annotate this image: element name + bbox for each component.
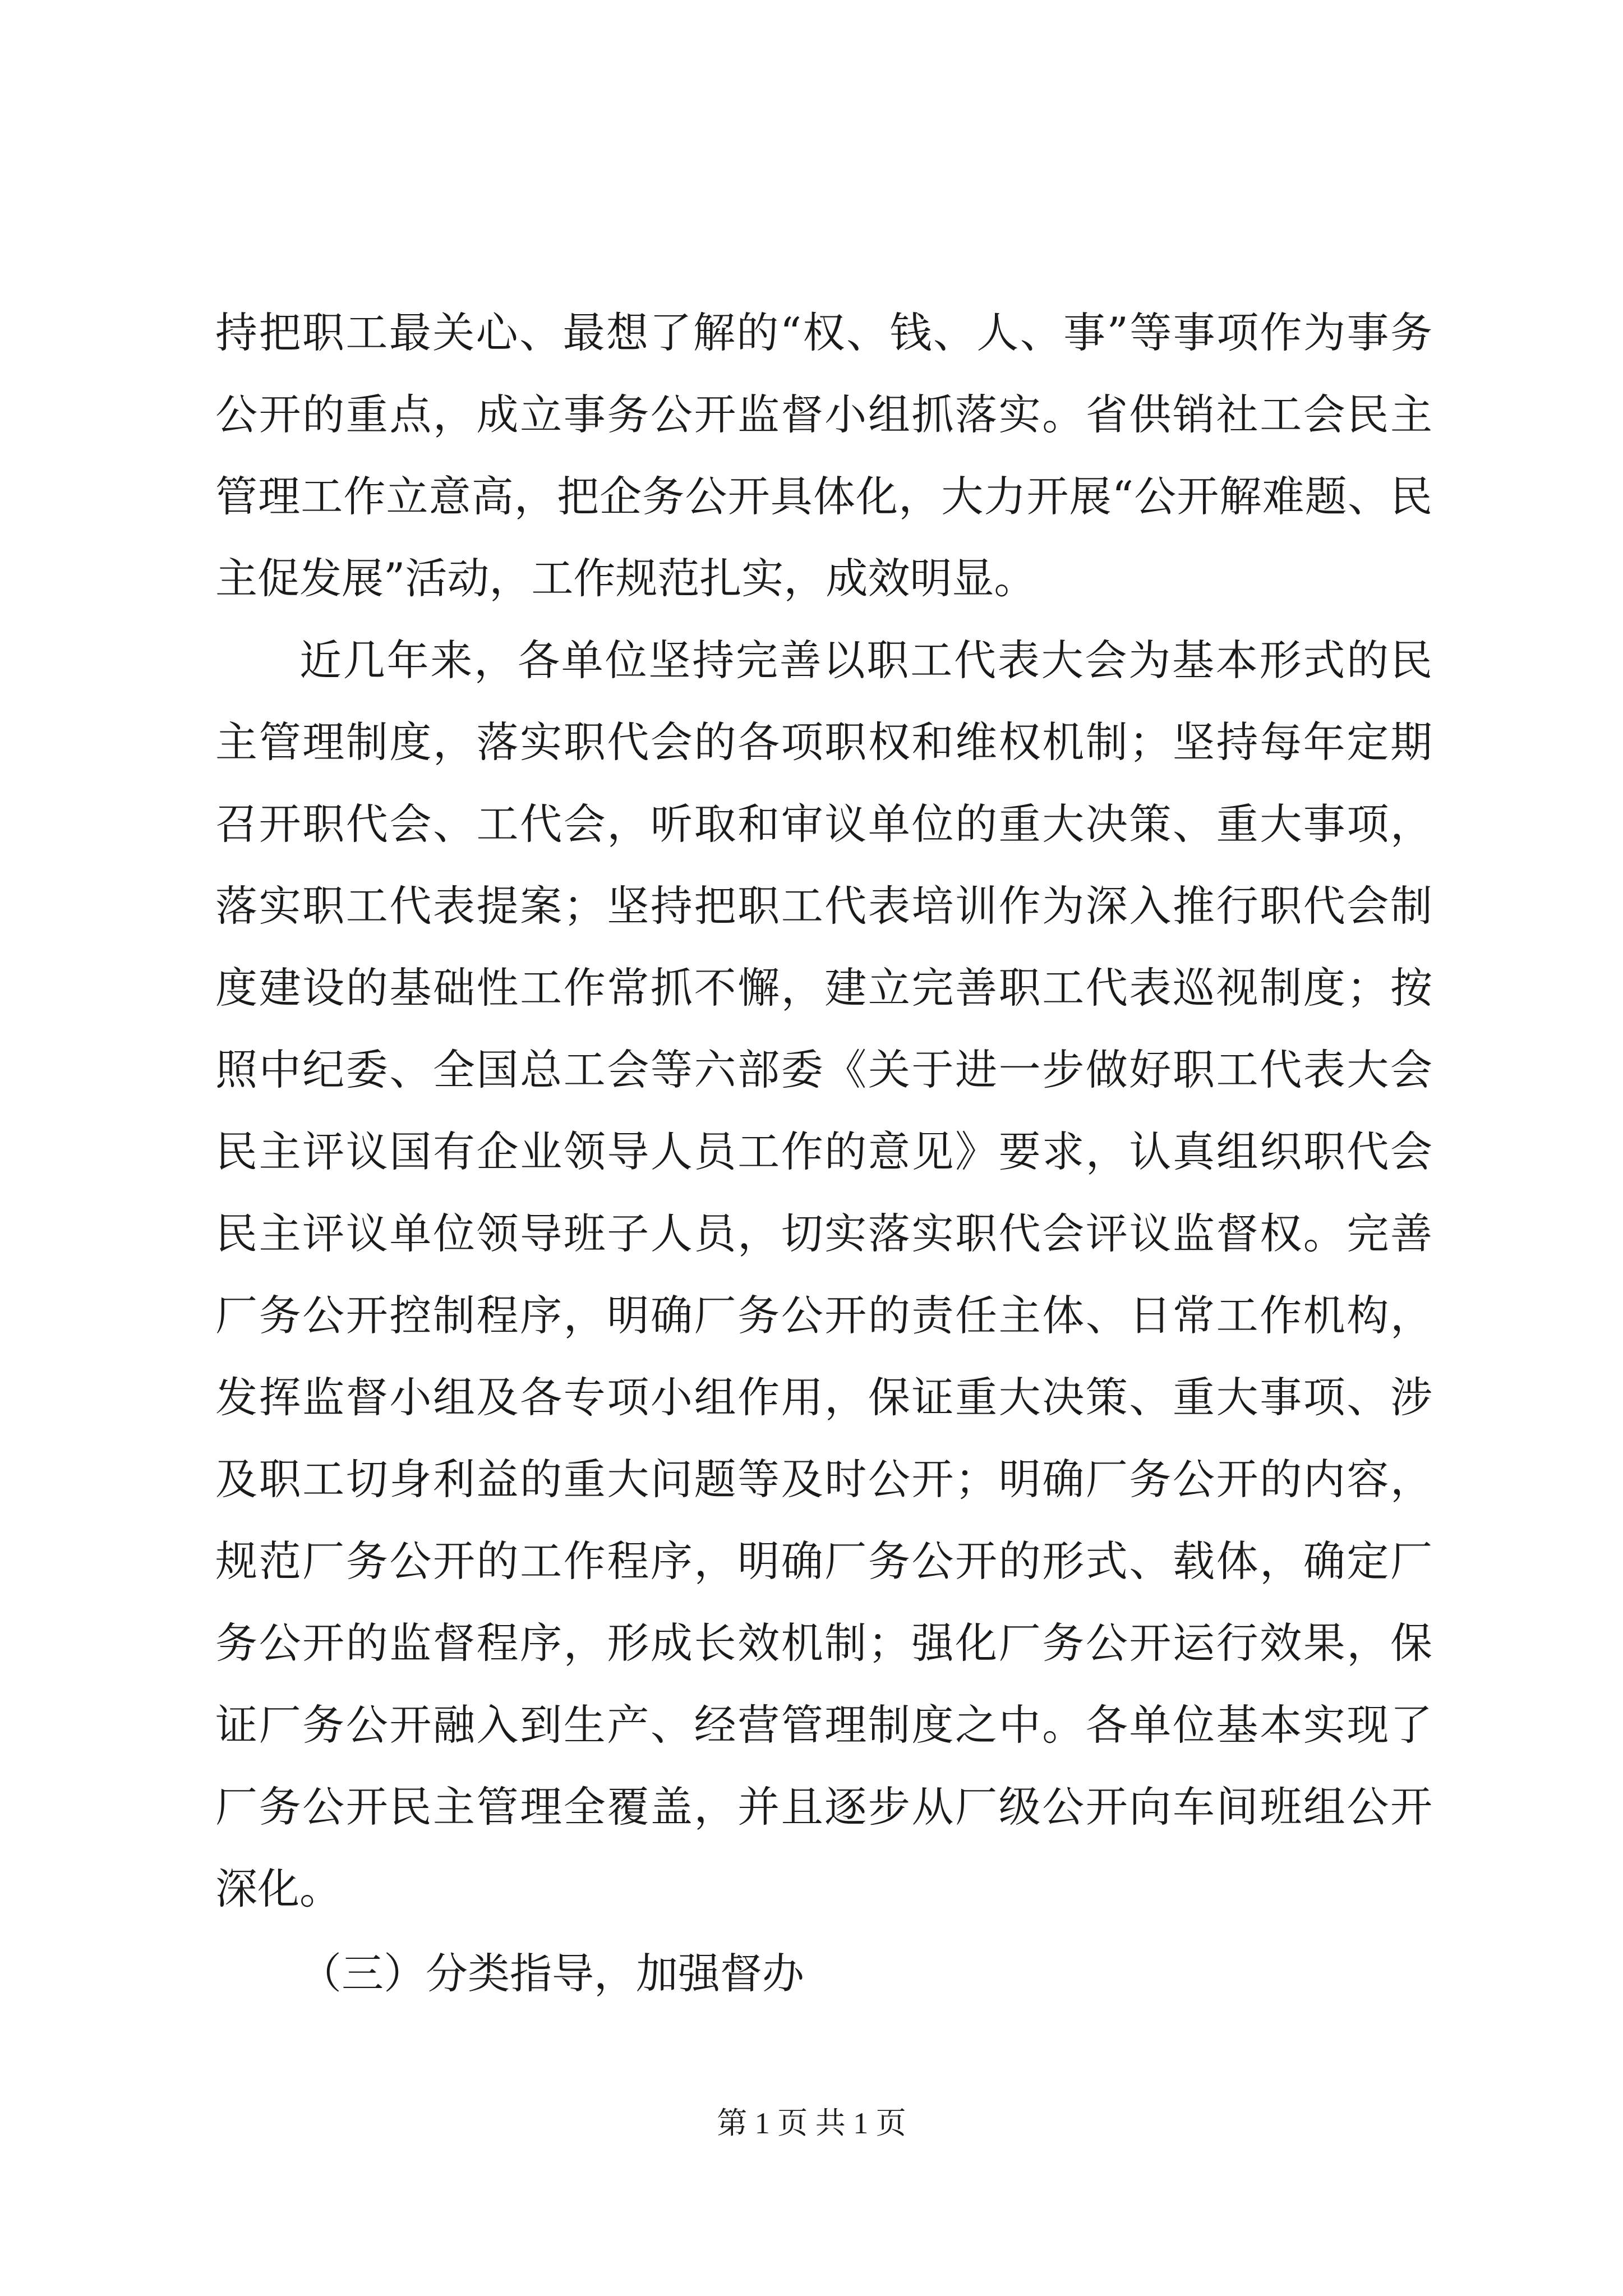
page-number-footer: 第 1 页 共 1 页 xyxy=(717,2106,906,2140)
section-heading: （三）分类指导，加强督办 xyxy=(299,1949,805,1998)
paragraph-continuation: 持把职工最关心、最想了解的“权、钱、人、事”等事项作为事务公开的重点，成立事务公开监督小组抓落实。省供销社工会民主管理工作立意高，把企务公开具体化，大力开展“公开解难题、民主促发展”活动，工作规范扎实，成效明显。 xyxy=(215,308,1432,603)
paragraph-democratic-management: 近几年来，各单位坚持完善以职工代表大会为基本形式的民主管理制度，落实职代会的各项职权和维权机制；坚持每年定期召开职代会、工代会，听取和审议单位的重大决策、重大事项，落实职工代表提案；坚持把职工代表培训作为深入推行职代会制度建设的基础性工作常抓不懈，建立完善职工代表巡视制度；按照中纪委、全国总工会等六部委《关于进一步做好职工代表大会民主评议国有企业领导人员工作的意见》要求，认真组织职代会民主评议单位领导班子人员，切实落实职代会评议监督权。完善厂务公开控制程序，明确厂务公开的责任主体、日常工作机构，发挥监督小组及各专项小组作用，保证重大决策、重大事项、涉及职工切身利益的重大问题等及时公开；明确厂务公开的内容，规范厂务公开的工作程序，明确厂务公开的形式、载体，确定厂务公开的监督程序，形成长效机制；强化厂务公开运行效果，保证厂务公开融入到生产、经营管理制度之中。各单位基本实现了厂务公开民主管理全覆盖，并且逐步从厂级公开向车间班组公开深化。 xyxy=(215,636,1432,1913)
document-body xyxy=(215,292,1432,1930)
